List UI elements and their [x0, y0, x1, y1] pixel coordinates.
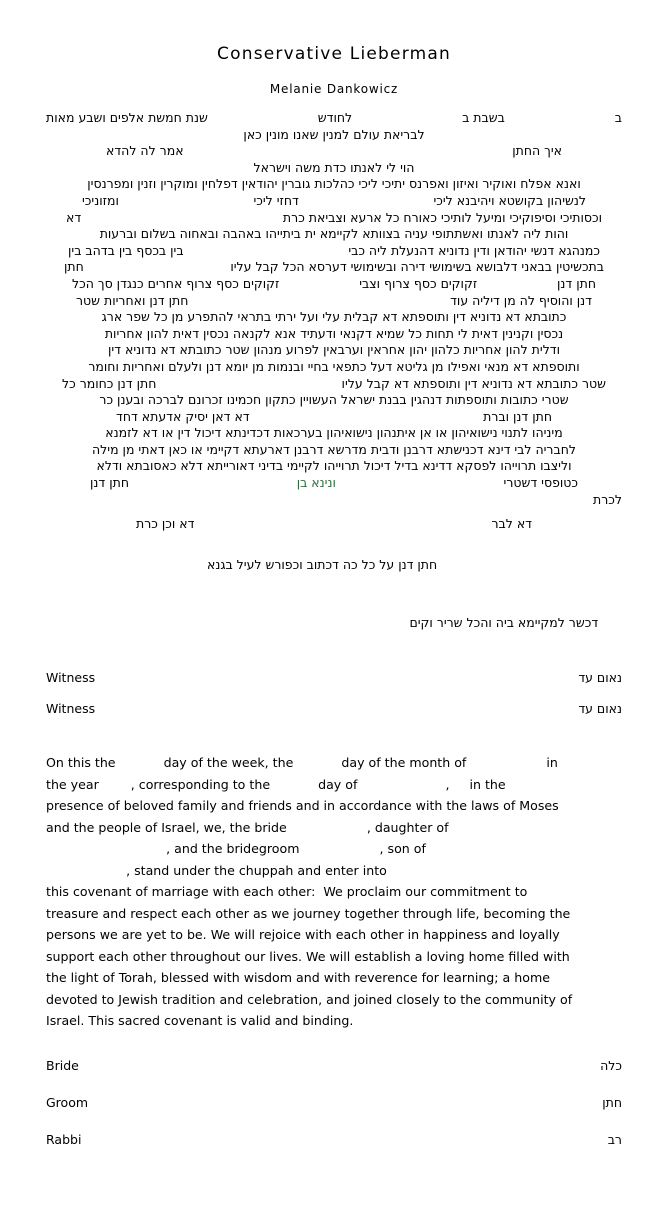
witness-row[interactable]	[46, 670, 622, 685]
hebrew-fragment: דא דאן יסיק אדעתא דחד	[116, 408, 250, 424]
hebrew-fragment: דחזי ליכי	[253, 192, 299, 208]
signature-label-latin: Bride	[46, 1057, 79, 1073]
signature-label-hebrew: רב	[607, 1131, 622, 1147]
english-line: persons we are yet to be. We will rejoice with each other in happiness and loyally	[46, 927, 560, 943]
hebrew-line: וליצבו תרוייהו לפסקא דדינא בדיל דיכול תרוייהו לקיימי בדיני דאורייתא דלא כאסובתא ודלא	[96, 458, 572, 474]
hebrew-line	[46, 516, 622, 533]
signature-label-hebrew: חתן	[602, 1094, 622, 1110]
witness-label-latin: Witness	[46, 670, 96, 686]
hebrew-fragment: דא	[66, 209, 82, 225]
hebrew-fragment: זקוקים כסף צרוף אחרים כנגדן סך הכל	[72, 275, 280, 291]
hebrew-line: כתובתא דא נדוניא דין ותוספתא דא קבלית עלי ועל ירתי בתראי להתפרע מן כל שפר ארג	[101, 309, 567, 325]
english-line: Israel. This sacred covenant is valid and binding.	[46, 1013, 354, 1029]
page-title: Conservative Lieberman	[217, 44, 451, 64]
hebrew-line	[46, 599, 622, 649]
hebrew-line: ואנא אפלח ואוקיר ואיזון ואפרנס יתיכי ליכי כהלכות גוברין יהודאין דפלחין ומוקרין וזנין ומפרנסין	[87, 176, 581, 192]
english-line: , stand under the chuppah and enter into	[46, 862, 387, 878]
hebrew-fragment: וכסותיכי וסיפוקיכי ומיעל לותיכי כאורח כל ארעא וצביאת כרת	[282, 209, 602, 225]
hebrew-line: נכסין וקנינין דאית לי תחות כל שמיא דקנאי ודעתיד אנא לקנאה נכסין דאית להון אחריות	[104, 325, 564, 341]
hebrew-fragment: חתן	[64, 259, 84, 275]
english-line: On this the day of the week, the day of the month of in	[46, 755, 558, 771]
english-line: devoted to Jewish tradition and celebration, and joined closely to the community of	[46, 991, 573, 1007]
hebrew-fragment: אמר לה להדא	[106, 143, 184, 159]
hebrew-line	[46, 243, 622, 260]
hebrew-line: לכרת	[593, 491, 622, 507]
english-text-block	[46, 752, 622, 1032]
hebrew-fragment: חתן דנן	[90, 475, 130, 491]
english-line: the light of Torah, blessed with wisdom and with reverence for learning; a home	[46, 970, 550, 986]
hebrew-fragment: חתן דנן ואחריות שטר	[76, 292, 189, 308]
signature-row-rabbi[interactable]	[46, 1132, 622, 1147]
hebrew-line	[46, 210, 622, 227]
signature-label-latin: Rabbi	[46, 1131, 82, 1147]
hebrew-fragment: חתן דנן	[557, 275, 596, 291]
hebrew-fragment: ומזוניכי	[82, 192, 119, 208]
english-line: , and the bridegroom , son of	[46, 841, 426, 857]
hebrew-line	[46, 293, 622, 310]
english-line: support each other throughout our lives. We will establish a loving home filled with	[46, 948, 570, 964]
hebrew-fragment: דא וכן כרת	[136, 516, 195, 532]
hebrew-fragment: כמנהגא דנשי יהודאן ודין נדוניא דהנעלת ליה כבי	[348, 242, 600, 258]
witness-row[interactable]	[46, 701, 622, 716]
hebrew-fragment: איך החתן	[512, 143, 562, 159]
signature-row-bride[interactable]	[46, 1058, 622, 1073]
ketubah-document-page	[0, 44, 668, 1210]
hebrew-line: לחבריה לבי דינא דכנישתא דרבנן ודבית מדרשא דרבנן דארעתא דקיימי או כאן דאתי מן מילה	[92, 441, 576, 457]
hebrew-fragment: חתן דנן כחומר כל	[62, 375, 157, 391]
english-line: this covenant of marriage with each other: We proclaim our commitment to	[46, 884, 528, 900]
witness-label-latin: Witness	[46, 701, 96, 717]
hebrew-line: והות ליה לאנתו ואשתתופי עניה בצוותא לקיימא ית ביתייהו באהבה ובאחוה בשלום וברעות	[99, 226, 569, 242]
hebrew-line	[46, 376, 622, 393]
signature-row-groom[interactable]	[46, 1095, 622, 1110]
page-subtitle: Melanie Dankowicz	[269, 82, 399, 96]
hebrew-line	[46, 541, 622, 591]
hebrew-fragment: ב	[614, 110, 622, 125]
hebrew-line: הוי לי לאנתו כדת משה וישראל	[253, 159, 415, 175]
hebrew-fragment: זקוקים כסף צרוף וצבי	[359, 275, 478, 291]
hebrew-line	[46, 276, 622, 293]
english-line: and the people of Israel, we, the bride , daughter of	[46, 819, 449, 835]
hebrew-line: ודלית להון אחריות כלהון יהון אחראין וערבאין לפרוע מנהון שטר כתובתא דא נדוניא דין	[107, 342, 561, 358]
signature-label-hebrew: כלה	[600, 1057, 622, 1073]
hebrew-line	[46, 193, 622, 210]
hebrew-text-block	[46, 110, 622, 648]
hebrew-fragment: חתן דנן וברת	[483, 408, 552, 424]
hebrew-fragment: לחודש	[317, 110, 353, 125]
english-line: presence of beloved family and friends and in accordance with the laws of Moses	[46, 798, 559, 814]
hebrew-line	[46, 409, 622, 426]
hebrew-fragment: כטופסי דשטרי	[503, 475, 578, 491]
witness-label-hebrew: נאום עד	[578, 670, 622, 686]
witness-label-hebrew: נאום עד	[578, 701, 622, 717]
hebrew-fragment: בין בכסף בין בדהב בין	[68, 242, 184, 258]
hebrew-fragment: דכשר למקיימא ביה והכל שריר וקים	[409, 615, 599, 631]
hebrew-fragment: שנת חמשת אלפים ושבע מאות	[46, 110, 208, 125]
hebrew-fragment: בשבת ב	[462, 110, 505, 125]
hebrew-fragment: דנן והוסיף לה מן דיליה עוד	[450, 292, 592, 308]
hebrew-fragment: שטר כתובתא דא נדוניא דין ותוספתא דא קבל עליו	[341, 375, 606, 391]
hebrew-fragment: חתן דנן על כל כה דכתוב וכפורש לעיל בגנא	[206, 557, 438, 573]
hebrew-line: ותוספתא דא מנאי ואפילו מן גליטא דעל כתפאי בחיי ובנמות מן יומא דנן ולעלם ואחריות וחומר	[88, 358, 580, 374]
hebrew-line: מיניהו לתנוי נישואיהון או אן איתנהון נישואיהון בערכאות דכדינתא דיכול דין או דא לזמנא	[105, 425, 563, 441]
hebrew-line	[46, 259, 622, 276]
hebrew-line: לבריאת עולם למנין שאנו מונין כאן	[243, 126, 425, 142]
hebrew-fragment: לנשיהון בקושטא ויהיבנא ליכי	[433, 192, 586, 208]
hebrew-line: שטרי כתובות ותוספתות דנהגין בבנת ישראל העשויין כתקון חכמינו זכרונם לברכה ובענן כר	[99, 392, 569, 408]
english-line: the year , corresponding to the day of , in the	[46, 776, 506, 792]
hebrew-line	[46, 110, 622, 127]
hebrew-fragment-accent: ונינא בן	[296, 475, 336, 491]
hebrew-fragment: דא לבר	[491, 516, 532, 532]
hebrew-line	[46, 143, 622, 160]
hebrew-line	[46, 475, 622, 492]
english-line: treasure and respect each other as we journey together through life, becoming the	[46, 905, 571, 921]
hebrew-fragment: בתכשיטין בבאני דלבושא בשימושי דירה ובשימושי דערסא הכל קבל עליו	[230, 259, 604, 275]
signature-label-latin: Groom	[46, 1094, 89, 1110]
